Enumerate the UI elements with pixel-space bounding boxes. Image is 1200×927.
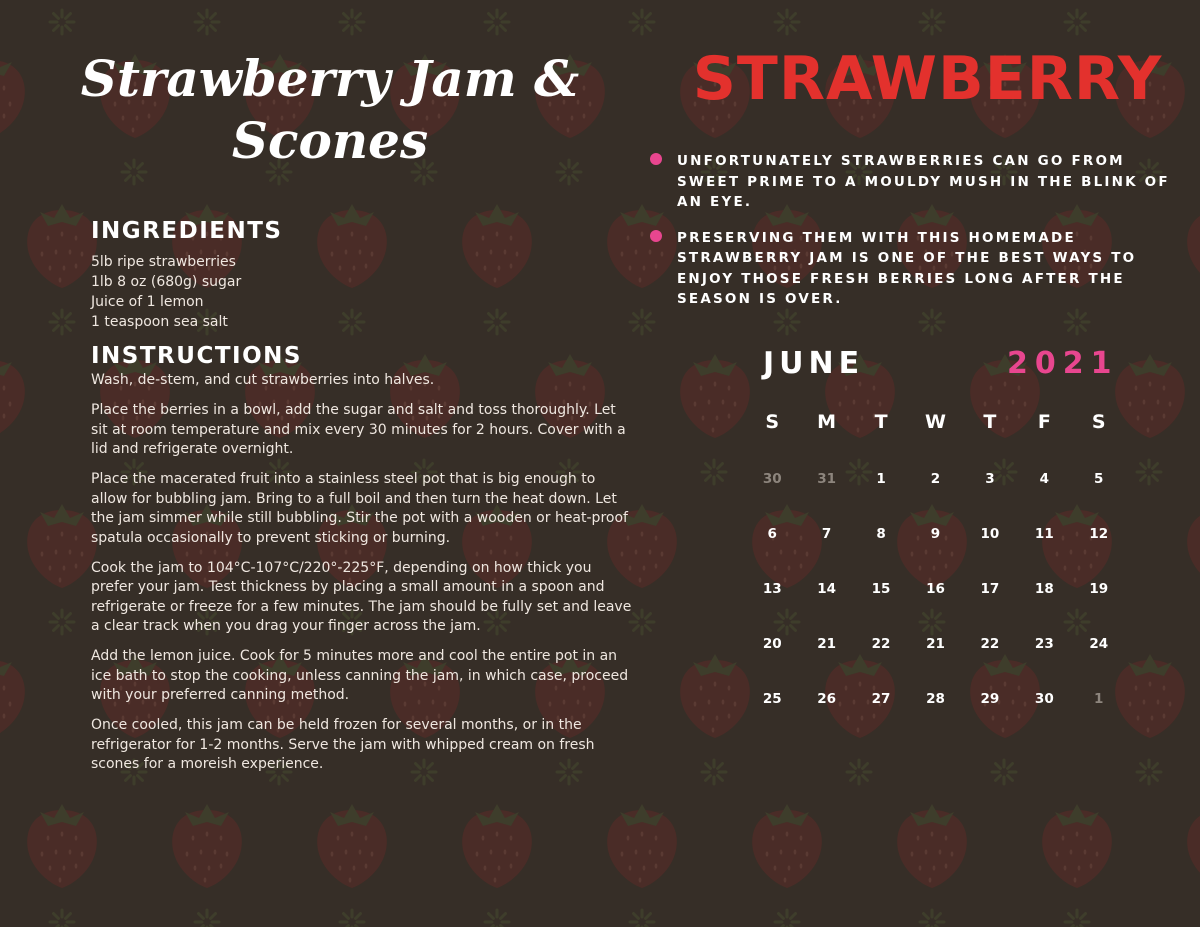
instruction-step: Place the macerated fruit into a stainless steel pot that is big enough to allow for bubbling jam. Bring to a full boil and then turn the heat down. Let the jam simmer while still bubbling. Stir the pot with a wooden or heat-proof spatula occasionally to prevent sticking or burning.	[91, 471, 628, 546]
calendar-day: 10	[980, 526, 1000, 542]
recipe-title-line-2: Scones	[231, 111, 429, 170]
calendar-day: 14	[817, 581, 837, 597]
calendar-day: 29	[980, 691, 1000, 707]
recipe-title-line-1: Strawberry Jam &	[80, 49, 580, 108]
calendar-day: 23	[1034, 636, 1054, 652]
calendar-day: 24	[1089, 636, 1109, 652]
calendar-day: 7	[821, 526, 832, 542]
calendar-day: 19	[1089, 581, 1109, 597]
instructions-body	[91, 371, 636, 785]
weekday-label: S	[765, 411, 780, 433]
calendar-day: 13	[762, 581, 782, 597]
brand-heading: STRAWBERRY	[692, 44, 1163, 114]
ingredient-item: 1lb 8 oz (680g) sugar	[91, 274, 242, 290]
calendar-day: 22	[980, 636, 1000, 652]
calendar-week-row	[745, 562, 1126, 617]
fact-text: PRESERVING THEM WITH THIS HOMEMADE STRAWBERRY JAM IS ONE OF THE BEST WAYS TO ENJOY THOSE FRESH BERRIES LONG AFTER THE SEASON IS OVER.	[677, 229, 1137, 307]
calendar-day-outside-month: 1	[1094, 691, 1104, 707]
instruction-step: Cook the jam to 104°C-107°C/220°-225°F, depending on how thick you prefer your jam. Test thickness by placing a small amount in a spoon and refrigerate or freeze for a few minutes. The jam should be fully set and leave a clear track when you drag your finger across the jam.	[91, 559, 632, 634]
calendar-day: 3	[985, 471, 995, 487]
calendar-day: 20	[762, 636, 782, 652]
calendar-week-row	[745, 617, 1126, 672]
instruction-step: Add the lemon juice. Cook for 5 minutes more and cool the entire pot in an ice bath to stop the cooking, unless canning the jam, in which case, proceed with your preferred canning method.	[91, 648, 629, 703]
ingredients-heading: INGREDIENTS	[91, 218, 283, 244]
calendar-week-row	[745, 452, 1126, 507]
calendar-day: 21	[926, 636, 945, 652]
ingredient-item: 1 teaspoon sea salt	[91, 314, 228, 330]
calendar-week-row	[745, 507, 1126, 562]
calendar-day: 6	[767, 526, 777, 542]
weekday-header-row	[745, 400, 1126, 444]
calendar-day: 16	[926, 581, 945, 597]
instructions-heading: INSTRUCTIONS	[91, 343, 302, 369]
ingredients-list	[91, 252, 241, 332]
calendar-day: 30	[1034, 691, 1054, 707]
recipe-title	[60, 48, 600, 172]
calendar-day: 28	[926, 691, 945, 707]
calendar-year: 2021	[1007, 346, 1119, 381]
calendar-weeks	[745, 452, 1126, 727]
calendar-day: 22	[871, 636, 891, 652]
fact-item	[655, 227, 1170, 309]
bullet-dot-icon	[650, 230, 662, 242]
calendar-week-row	[745, 672, 1126, 727]
calendar-day: 4	[1039, 471, 1050, 487]
weekday-label: M	[817, 411, 837, 433]
calendar-day: 11	[1034, 526, 1054, 542]
calendar-day: 21	[817, 636, 837, 652]
calendar-day: 25	[762, 691, 782, 707]
fact-item	[655, 150, 1170, 212]
calendar-day: 1	[876, 471, 886, 487]
calendar-day: 17	[980, 581, 1000, 597]
weekday-label: T	[874, 411, 888, 433]
calendar-day-outside-month: 30	[762, 471, 782, 487]
calendar-day: 5	[1094, 471, 1104, 487]
calendar-day: 12	[1089, 526, 1109, 542]
facts-list	[655, 150, 1170, 324]
calendar-day: 26	[817, 691, 837, 707]
ingredient-item: 5lb ripe strawberries	[91, 254, 236, 270]
calendar-day: 18	[1034, 581, 1054, 597]
fact-text: UNFORTUNATELY STRAWBERRIES CAN GO FROM SWEET PRIME TO A MOULDY MUSH IN THE BLINK OF AN EYE.	[677, 153, 1170, 210]
instruction-step: Place the berries in a bowl, add the sugar and salt and toss thoroughly. Let sit at room temperature and mix every 30 minutes for 2 hours. Cover with a lid and refrigerate overnight.	[91, 402, 626, 457]
calendar-day: 9	[930, 526, 941, 542]
ingredient-item: Juice of 1 lemon	[91, 294, 204, 310]
calendar-day: 15	[871, 581, 891, 597]
info-calendar-panel	[655, 0, 1200, 927]
calendar-day: 2	[930, 471, 941, 487]
weekday-label: F	[1037, 411, 1051, 433]
calendar-day: 8	[876, 526, 886, 542]
calendar-grid	[745, 400, 1126, 727]
weekday-label: S	[1091, 411, 1106, 433]
instruction-step: Once cooled, this jam can be held frozen for several months, or in the refrigerator for 1-2 months. Serve the jam with whipped cream on fresh scones for a moreish experience.	[91, 717, 595, 772]
instruction-step: Wash, de-stem, and cut strawberries into halves.	[91, 372, 435, 388]
weekday-label: W	[924, 411, 946, 433]
weekday-label: T	[983, 411, 997, 433]
calendar-day: 27	[871, 691, 891, 707]
calendar-month: JUNE	[763, 346, 865, 381]
calendar-day-outside-month: 31	[817, 471, 837, 487]
bullet-dot-icon	[650, 153, 662, 165]
